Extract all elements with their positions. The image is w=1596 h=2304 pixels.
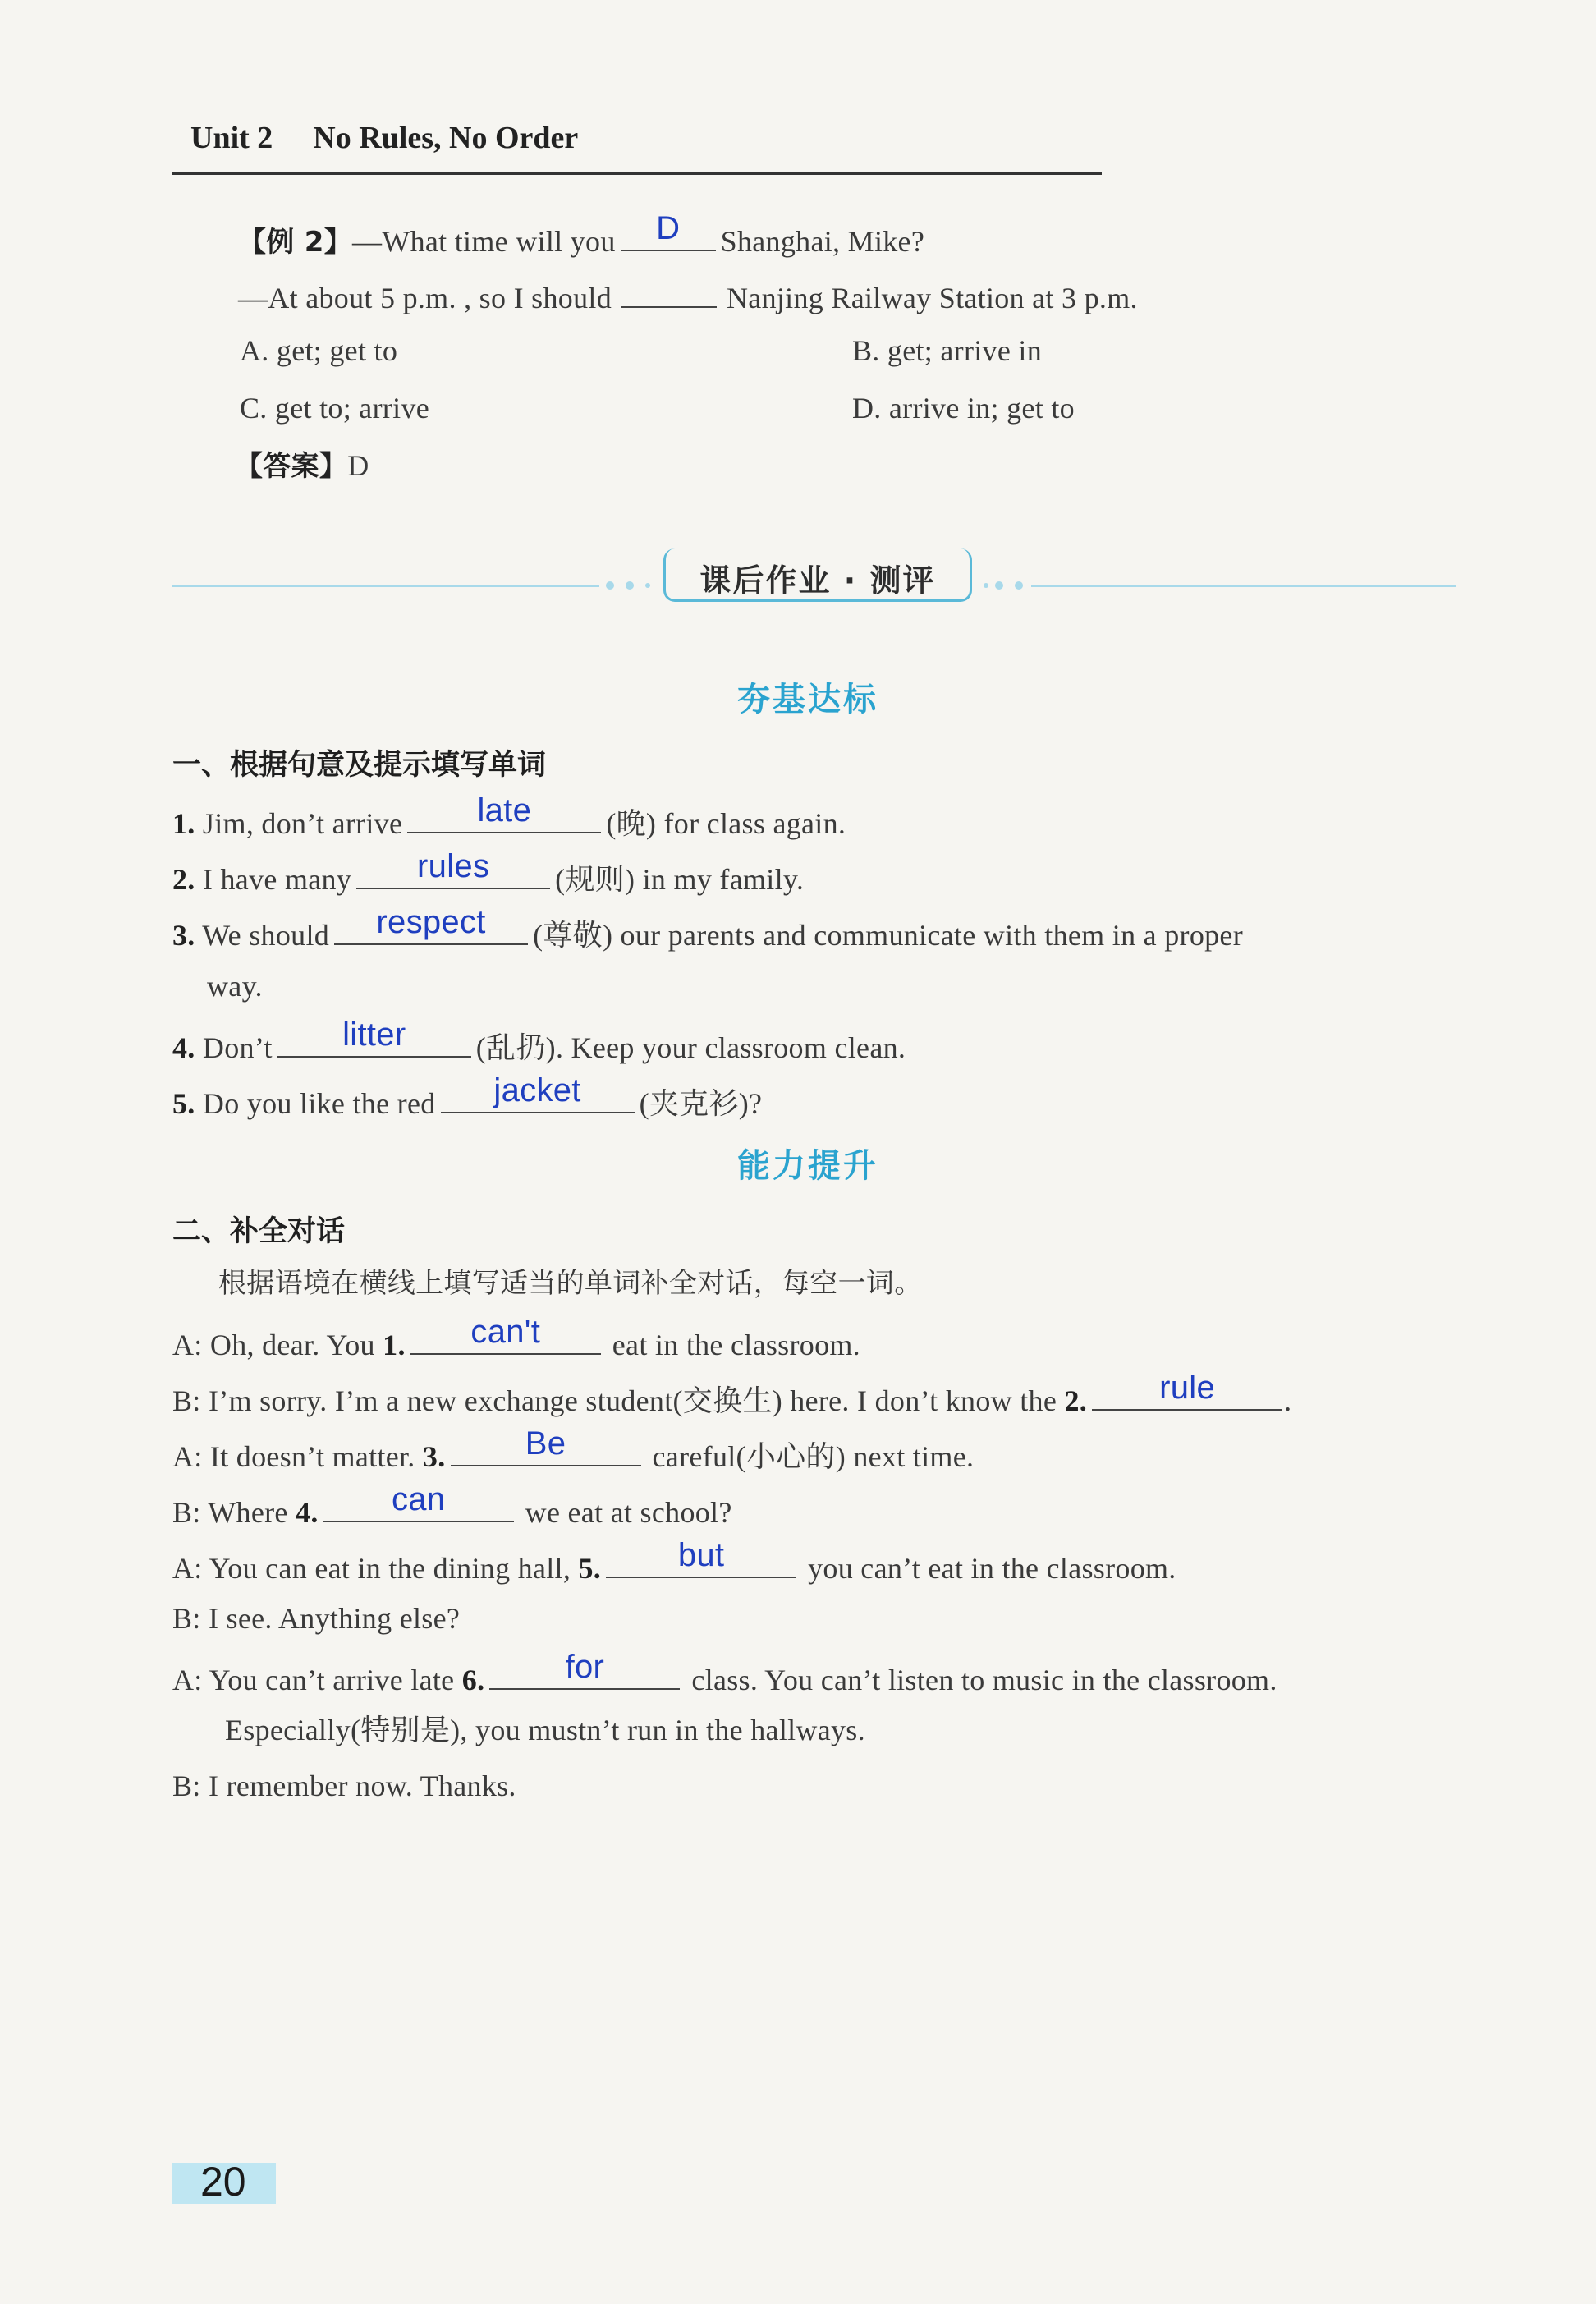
dialogue-line-5 bbox=[172, 1537, 1176, 1587]
dialogue-line-6 bbox=[172, 1599, 460, 1637]
line-text: I see. Anything else? bbox=[208, 1602, 461, 1635]
line-text: Oh, dear. You bbox=[209, 1329, 375, 1361]
example-q1-post: Shanghai, Mike? bbox=[720, 225, 925, 258]
item-text: (晚) for class again. bbox=[606, 807, 846, 840]
unit-label: Unit 2 bbox=[190, 121, 273, 155]
line-text: It doesn’t matter. bbox=[209, 1440, 415, 1473]
blank-number: 1. bbox=[383, 1329, 406, 1361]
dialogue-line-8 bbox=[172, 1767, 516, 1805]
dialogue-answer: can't bbox=[470, 1314, 541, 1350]
fill-item-3 bbox=[172, 904, 1244, 954]
example-answer-1: D bbox=[656, 210, 681, 246]
speaker: A: bbox=[172, 1329, 203, 1361]
blank-number: 5. bbox=[578, 1552, 602, 1585]
line-text: I remember now. Thanks. bbox=[208, 1769, 516, 1802]
fill-item-1 bbox=[172, 792, 846, 842]
example-q1-pre: —What time will you bbox=[352, 225, 616, 258]
item-text: We should bbox=[202, 919, 330, 952]
example-q2-pre: —At about 5 p.m. , so I should bbox=[238, 282, 612, 314]
option-b: B. get; arrive in bbox=[852, 334, 1043, 367]
section1-subtitle: 夯基达标 bbox=[737, 681, 878, 718]
blank-number: 2. bbox=[1064, 1384, 1088, 1417]
line-text: You can eat in the dining hall, bbox=[209, 1552, 571, 1585]
banner-dot bbox=[984, 583, 988, 588]
example-answer bbox=[235, 447, 369, 485]
item-text: (规则) in my family. bbox=[555, 863, 805, 896]
fill-answer: respect bbox=[376, 904, 486, 940]
header-divider bbox=[172, 172, 1102, 175]
fill-blank bbox=[441, 1072, 635, 1113]
dialogue-line-1 bbox=[172, 1314, 860, 1364]
fill-item-3-continued: way. bbox=[207, 970, 263, 1003]
dialogue-blank bbox=[323, 1481, 514, 1522]
fill-item-5 bbox=[172, 1072, 763, 1122]
item-text: I have many bbox=[202, 863, 352, 896]
speaker: A: bbox=[172, 1664, 203, 1696]
option-d: D. arrive in; get to bbox=[852, 392, 1075, 425]
section2-instruction: 根据语境在横线上填写适当的单词补全对话，每空一词。 bbox=[218, 1267, 923, 1300]
banner-line-right bbox=[1031, 585, 1456, 587]
banner-line-left bbox=[172, 585, 599, 587]
fill-answer: jacket bbox=[493, 1072, 581, 1108]
banner-dot bbox=[626, 581, 634, 590]
speaker: B: bbox=[172, 1384, 201, 1417]
line-text: I’m sorry. I’m a new exchange student(交换生) here. I don’t know the bbox=[208, 1384, 1057, 1417]
banner-dot bbox=[1015, 581, 1023, 590]
section1-heading: 一、根据句意及提示填写单词 bbox=[172, 749, 547, 782]
unit-title: No Rules, No Order bbox=[313, 121, 579, 155]
dialogue-line-7 bbox=[172, 1649, 1277, 1699]
speaker: B: bbox=[172, 1769, 201, 1802]
section2-heading: 二、补全对话 bbox=[172, 1215, 346, 1248]
dialogue-blank bbox=[451, 1425, 641, 1466]
line-text: we eat at school? bbox=[525, 1496, 732, 1529]
example-q2-post: Nanjing Railway Station at 3 p.m. bbox=[727, 282, 1138, 314]
answer-label: 【答案】 bbox=[235, 450, 348, 483]
answer-value: D bbox=[347, 449, 369, 482]
example-question-1 bbox=[238, 210, 925, 261]
fill-item-4 bbox=[172, 1017, 906, 1067]
item-text: Do you like the red bbox=[202, 1087, 436, 1120]
dialogue-blank bbox=[1092, 1370, 1282, 1411]
fill-blank bbox=[277, 1017, 471, 1058]
option-c: C. get to; arrive bbox=[240, 392, 430, 425]
dialogue-answer: but bbox=[677, 1537, 725, 1573]
line-text: Where bbox=[208, 1496, 288, 1529]
dialogue-answer: rule bbox=[1159, 1370, 1216, 1406]
fill-blank bbox=[407, 792, 601, 833]
line-text: class. You can’t listen to music in the classroom. bbox=[691, 1664, 1277, 1696]
item-text: (乱扔). Keep your classroom clean. bbox=[475, 1031, 906, 1064]
item-number: 4. bbox=[172, 1031, 195, 1064]
item-text: (夹克衫)? bbox=[639, 1087, 763, 1120]
line-text: You can’t arrive late bbox=[209, 1664, 455, 1696]
line-text: careful(小心的) next time. bbox=[652, 1440, 975, 1473]
speaker: B: bbox=[172, 1496, 201, 1529]
item-text: (尊敬) our parents and communicate with them in a proper bbox=[533, 919, 1244, 952]
speaker: B: bbox=[172, 1602, 201, 1635]
example-blank-2 bbox=[621, 273, 717, 308]
item-text: Don’t bbox=[202, 1031, 273, 1064]
dialogue-blank bbox=[489, 1649, 680, 1690]
dialogue-line-7-continued: Especially(特别是), you mustn’t run in the hallways. bbox=[225, 1714, 865, 1746]
example-label: 【例 2】 bbox=[238, 226, 352, 259]
line-text: . bbox=[1284, 1384, 1292, 1417]
banner-dot bbox=[606, 581, 614, 590]
fill-answer: late bbox=[477, 792, 532, 828]
fill-blank bbox=[334, 904, 528, 945]
option-a: A. get; get to bbox=[240, 334, 398, 367]
dialogue-line-2 bbox=[172, 1370, 1292, 1420]
dialogue-answer: can bbox=[391, 1481, 446, 1517]
line-text: eat in the classroom. bbox=[612, 1329, 860, 1361]
speaker: A: bbox=[172, 1440, 203, 1473]
item-number: 5. bbox=[172, 1087, 195, 1120]
fill-blank bbox=[356, 848, 550, 889]
fill-answer: rules bbox=[417, 848, 490, 884]
example-question-2 bbox=[238, 273, 1138, 317]
fill-answer: litter bbox=[342, 1017, 406, 1053]
fill-item-2 bbox=[172, 848, 805, 898]
page-number: 20 bbox=[200, 2159, 246, 2205]
example-blank-1 bbox=[621, 210, 716, 251]
banner-dot bbox=[995, 581, 1003, 590]
section2-subtitle: 能力提升 bbox=[737, 1147, 878, 1185]
dialogue-answer: for bbox=[565, 1649, 605, 1685]
dialogue-line-3 bbox=[172, 1425, 975, 1476]
dialogue-blank bbox=[410, 1314, 601, 1355]
line-text: you can’t eat in the classroom. bbox=[808, 1552, 1176, 1585]
banner-title: 课后作业 · 测评 bbox=[699, 562, 936, 599]
dialogue-blank bbox=[606, 1537, 796, 1578]
dialogue-line-4 bbox=[172, 1481, 732, 1531]
unit-header bbox=[190, 120, 578, 156]
blank-number: 4. bbox=[296, 1496, 319, 1529]
item-number: 1. bbox=[172, 807, 195, 840]
item-number: 3. bbox=[172, 919, 195, 952]
blank-number: 3. bbox=[422, 1440, 446, 1473]
item-text: Jim, don’t arrive bbox=[202, 807, 403, 840]
banner-dot bbox=[645, 583, 650, 588]
speaker: A: bbox=[172, 1552, 203, 1585]
blank-number: 6. bbox=[461, 1664, 485, 1696]
item-number: 2. bbox=[172, 863, 195, 896]
dialogue-answer: Be bbox=[525, 1425, 566, 1462]
